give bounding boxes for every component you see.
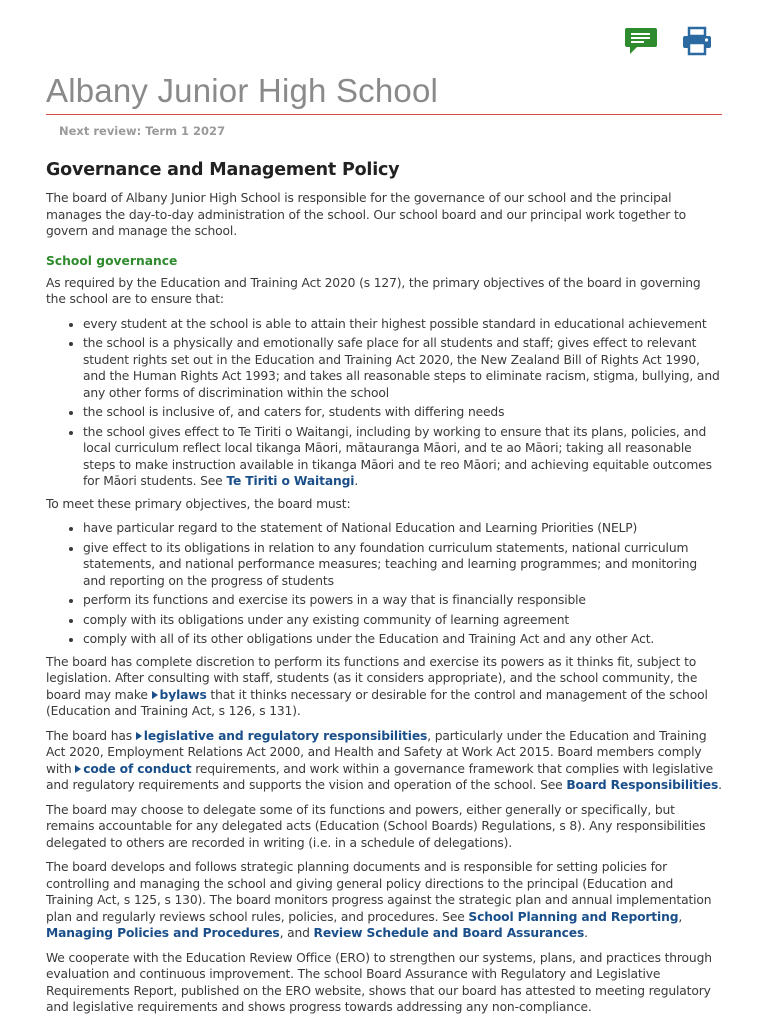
managing-policies-link[interactable]: Managing Policies and Procedures <box>46 926 280 940</box>
code-of-conduct-link[interactable] <box>75 762 191 776</box>
school-name: Albany Junior High School <box>46 72 439 109</box>
must-intro: To meet these primary objectives, the board must: <box>46 496 351 511</box>
printer-icon <box>681 26 713 56</box>
section-heading-school-governance: School governance <box>46 253 178 268</box>
list-item: • the school is a physically and emotionally safe place for all students and staff; gives effect to relevant student rights set out in the Education and Training Act 2020, the New Zealand Bill of Rights Act 1990, and the Human Rights Act 1993; and takes all reasonable steps to eliminate racism, stigma, bullying, and any other forms of discrimination within the school <box>83 335 722 401</box>
next-review-date: Next review: Term 1 2027 <box>59 124 226 138</box>
review-schedule-link[interactable]: Review Schedule and Board Assurances <box>313 926 585 940</box>
policy-title: Governance and Management Policy <box>46 160 400 180</box>
link-label: bylaws <box>159 687 207 702</box>
list-item: • comply with all of its other obligations under the Education and Training Act and any other Act. <box>83 631 722 648</box>
legislative-responsibilities-link[interactable] <box>136 729 427 743</box>
print-button[interactable] <box>680 24 714 58</box>
paragraph-text: , particularly under the Education and Training Act 2020, Employment Relations Act 2000, and Health and Safety at Work Act 2015. Board members comply with <box>46 728 707 776</box>
list-item: • comply with its obligations under any existing community of learning agreement <box>83 612 722 629</box>
paragraph-text: . <box>584 926 588 940</box>
legislative-paragraph <box>46 728 722 794</box>
expand-triangle-icon <box>152 691 158 699</box>
feedback-button[interactable] <box>624 24 658 58</box>
list-item: • perform its functions and exercise its powers in a way that is financially responsible <box>83 592 722 609</box>
intro-paragraph: The board of Albany Junior High School is responsible for the governance of our school and the principal manages the day-to-day administration of the school. Our school board and our principal work together to govern and manage the school. <box>46 191 687 238</box>
delegation-paragraph: The board may choose to delegate some of its functions and powers, either generally or specifically, but remains accountable for any delegated acts (Education (School Boards) Regulations, s 8). Any responsibilities delegated to others are recorded in writing (i.e. in a schedule of delegations). <box>46 802 706 850</box>
paragraph-text: The board develops and follows strategic planning documents and is responsible for setting policies for controlling and managing the school and giving general policy directions to the principal (Education and Training Act, s 125, s 130). The board monitors progress against the strategic plan and annual implementation plan and regularly reviews school rules, policies, and procedures. See <box>46 860 712 924</box>
paragraph-text: , and <box>279 926 314 940</box>
planning-paragraph <box>46 859 722 942</box>
paragraph-text: . <box>718 778 722 792</box>
bylaws-link[interactable] <box>152 688 207 702</box>
expand-triangle-icon <box>136 732 142 740</box>
link-label: code of conduct <box>83 761 192 776</box>
board-responsibilities-link[interactable]: Board Responsibilities <box>566 778 719 792</box>
list-item: • give effect to its obligations in relation to any foundation curriculum statements, national curriculum statements, and national performance measures; teaching and learning programmes; and monitoring and reporting on the progress of students <box>83 540 722 590</box>
speech-bubble-icon <box>624 26 658 56</box>
objectives-intro: As required by the Education and Training Act 2020 (s 127), the primary objectives of the board in governing the school are to ensure that: <box>46 275 701 306</box>
paragraph-text: The board has complete discretion to perform its functions and exercise its powers as it thinks fit, subject to legislation. After consulting with staff, students (as it considers appropriate), and the school community, the board may make <box>46 654 698 702</box>
list-item <box>83 424 722 490</box>
paragraph-text: The board has <box>46 728 136 743</box>
paragraph-text: , <box>678 909 683 924</box>
discretion-paragraph <box>46 654 722 720</box>
school-planning-link[interactable]: School Planning and Reporting <box>468 909 679 924</box>
objective-text: the school gives effect to Te Tiriti o Waitangi, including by working to ensure that its plans, policies, and local curriculum reflect local tikanga Māori, mātauranga Māori, and te ao Māori; taking all reasonable steps to make instruction available in tikanga Māori and te reo Māori; and achieving equitable outcomes for Māori students. See <box>83 424 712 488</box>
policy-page <box>46 70 722 1024</box>
list-item: • the school is inclusive of, and caters for, students with differing needs <box>83 404 722 421</box>
header-divider <box>46 114 722 115</box>
paragraph-text: requirements, and work within a governance framework that complies with legislative and regulatory requirements and supports the vision and operation of the school. See <box>46 761 714 792</box>
objective-end: . <box>354 474 359 488</box>
link-label: legislative and regulatory responsibilities <box>143 728 428 743</box>
expand-triangle-icon <box>75 765 81 773</box>
board-must-list <box>46 520 722 648</box>
list-item: • have particular regard to the statement of National Education and Learning Priorities (NELP) <box>83 520 722 537</box>
paragraph-text: that it thinks necessary or desirable for the control and management of the school (Education and Training Act, s 126, s 131). <box>46 687 708 718</box>
ero-paragraph: We cooperate with the Education Review Office (ERO) to strengthen our systems, plans, and practices through evaluation and continuous improvement. The school Board Assurance with Regulatory and Legislative Requirements Report, published on the ERO website, shows that our board has attested to meeting regulatory and legislative requirements and shows progress towards addressing any non-compliance. <box>46 950 712 1014</box>
list-item: • every student at the school is able to attain their highest possible standard in educational achievement <box>83 316 722 333</box>
te-tiriti-link[interactable]: Te Tiriti o Waitangi <box>226 474 355 488</box>
objectives-list <box>46 316 722 490</box>
toolbar <box>624 24 714 58</box>
